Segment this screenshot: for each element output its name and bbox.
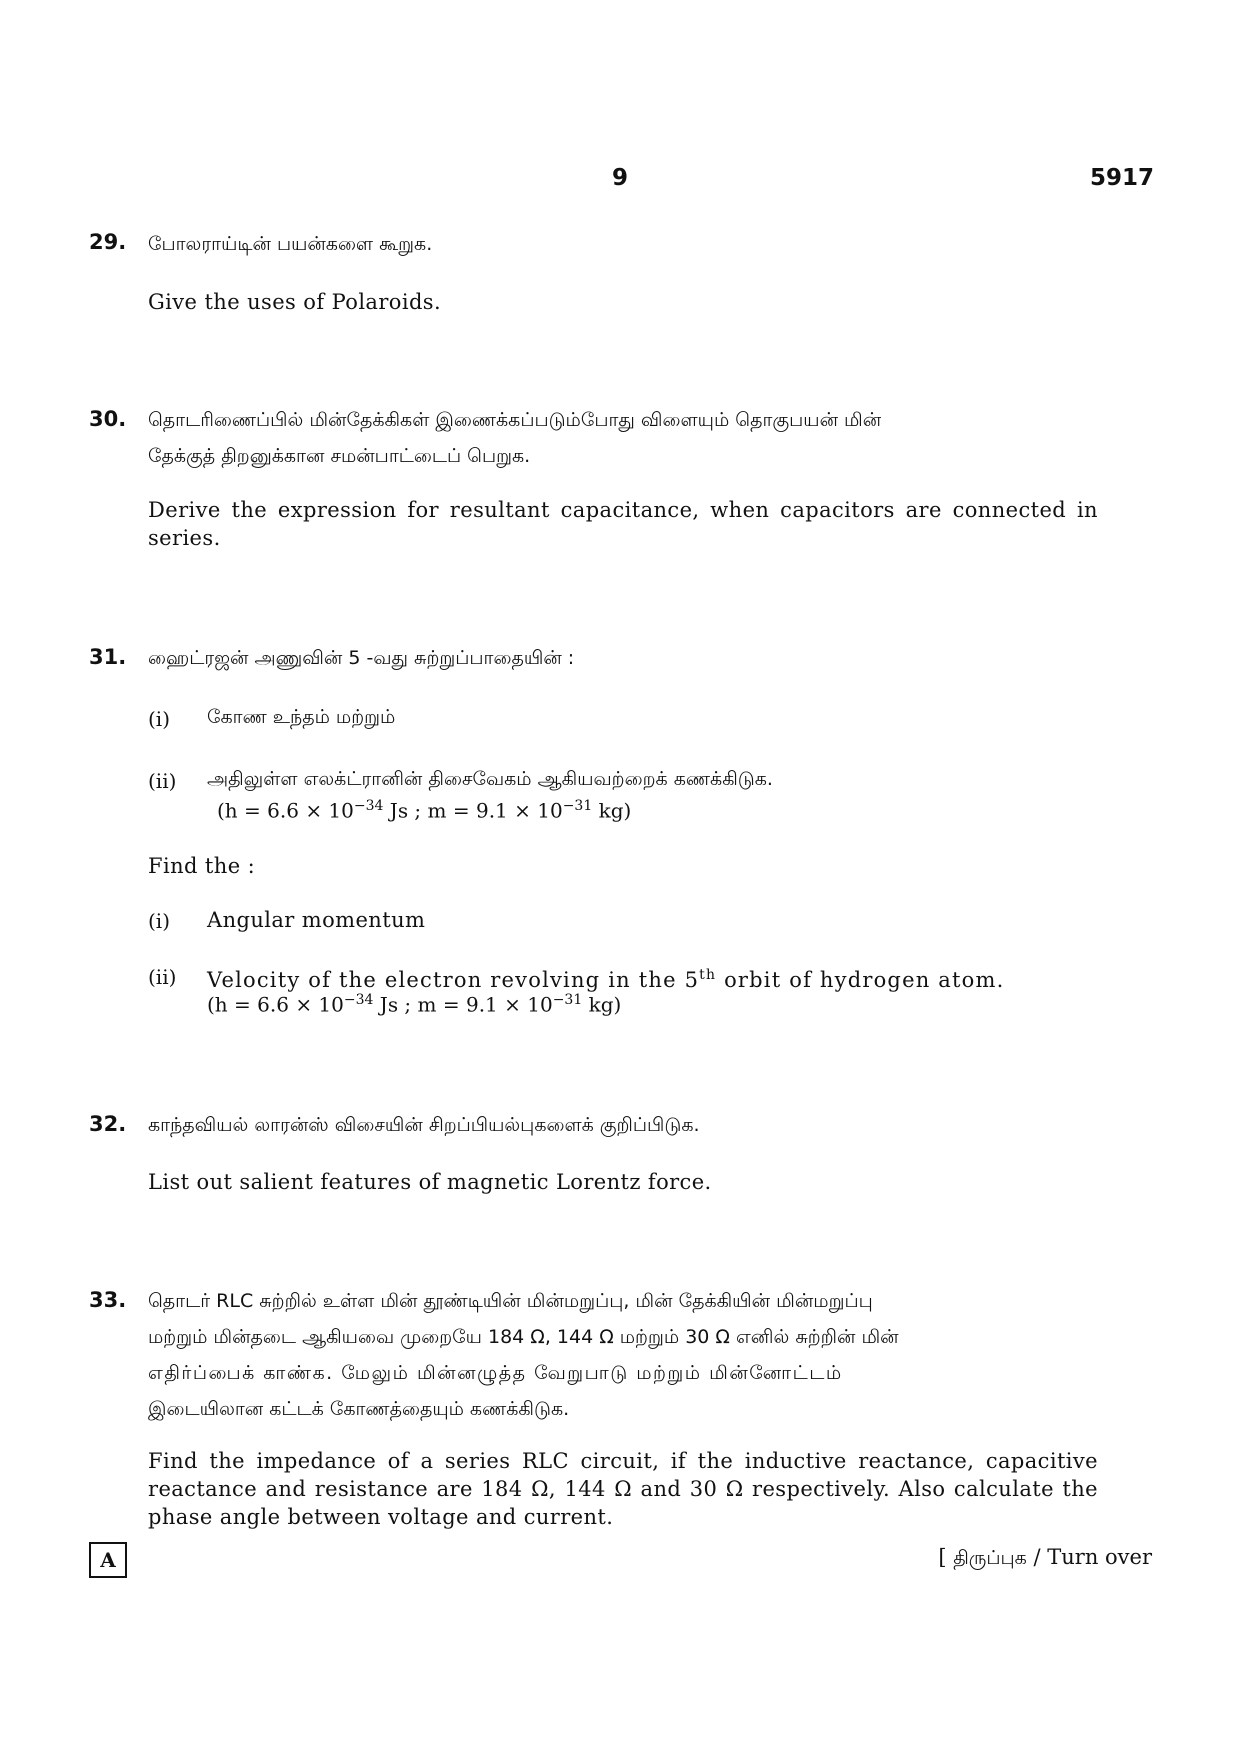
- question-tamil-line: தேக்குத் திறனுக்கான சமன்பாட்டைப் பெறுக.: [148, 445, 531, 467]
- question-tamil-text: காந்தவியல் லாரன்ஸ் விசையின் சிறப்பியல்புகளைக் குறிப்பிடுக.: [148, 1114, 700, 1136]
- question-english-text: List out salient features of magnetic Lorentz force.: [148, 1170, 712, 1194]
- question-tamil-line: தொடரிணைப்பில் மின்தேக்கிகள் இணைக்கப்படும்போது விளையும் தொகுபயன் மின்: [148, 409, 882, 431]
- question-tamil-line: இடையிலான கட்டக் கோணத்தையும் கணக்கிடுக.: [148, 1398, 570, 1420]
- turn-over-bracket: [: [938, 1545, 954, 1569]
- part-label: (ii): [148, 965, 177, 989]
- page-number: 9: [612, 165, 629, 191]
- ordinal-suffix: th: [699, 967, 717, 983]
- question-tamil-text: ஹைட்ரஜன் அணுவின் 5 -வது சுற்றுப்பாதையின் :: [148, 647, 575, 669]
- formula-suffix: kg): [582, 992, 622, 1017]
- formula-m-exponent: −31: [562, 798, 593, 814]
- question-tamil-line: எதிர்ப்பைக் காண்க. மேலும் மின்னழுத்த வேறுபாடு மற்றும் மின்னோட்டம்: [148, 1362, 843, 1384]
- question-number: 33.: [89, 1288, 127, 1312]
- part-english-text: Angular momentum: [207, 908, 426, 932]
- question-english-text: Find the impedance of a series RLC circuit, if the inductive reactance, capacitive reactance and resistance are 184 Ω, 144 Ω and 30 Ω respectively. Also calculate the phase angle between voltage and current.: [148, 1449, 1098, 1529]
- question-english-text: Give the uses of Polaroids.: [148, 290, 442, 314]
- part-english-before: Velocity of the electron revolving in the 5: [207, 968, 700, 992]
- formula-mid: Js ; m = 9.1 × 10: [373, 992, 553, 1017]
- formula-h-exponent: −34: [343, 992, 374, 1008]
- part-english-text: [207, 961, 1097, 994]
- constants-formula: [207, 992, 621, 1017]
- part-label: (i): [148, 707, 171, 731]
- question-tamil-line: மற்றும் மின்தடை ஆகியவை முறையே 184 Ω, 144 Ω மற்றும் 30 Ω எனில் சுற்றின் மின்: [148, 1326, 899, 1348]
- question-english-text: Derive the expression for resultant capacitance, when capacitors are connected in series.: [148, 498, 1098, 550]
- formula-m-exponent: −31: [552, 992, 583, 1008]
- question-number: 31.: [89, 645, 127, 669]
- question-tamil-text: போலராய்டின் பயன்களை கூறுக.: [148, 233, 433, 255]
- part-label: (i): [148, 909, 171, 933]
- version-box: A: [89, 1542, 127, 1578]
- turn-over-tamil: திருப்புக: [953, 1547, 1027, 1569]
- constants-formula: [217, 798, 631, 823]
- formula-h: (h = 6.6 × 10: [217, 798, 354, 823]
- part-tamil-text: அதிலுள்ள எலக்ட்ரானின் திசைவேகம் ஆகியவற்றைக் கணக்கிடுக.: [207, 768, 773, 790]
- paper-code: 5917: [1089, 165, 1154, 191]
- question-number: 32.: [89, 1112, 127, 1136]
- part-tamil-text: கோண உந்தம் மற்றும்: [207, 706, 396, 728]
- formula-mid: Js ; m = 9.1 × 10: [383, 798, 563, 823]
- turn-over-label: [938, 1545, 1152, 1572]
- part-english-after: orbit of hydrogen atom.: [716, 968, 1005, 992]
- question-number: 30.: [89, 407, 127, 431]
- part-label: (ii): [148, 769, 177, 793]
- turn-over-english: / Turn over: [1026, 1545, 1152, 1569]
- question-english-intro: Find the :: [148, 854, 256, 878]
- question-number: 29.: [89, 230, 127, 254]
- formula-h: (h = 6.6 × 10: [207, 992, 344, 1017]
- formula-suffix: kg): [592, 798, 632, 823]
- formula-h-exponent: −34: [353, 798, 384, 814]
- question-tamil-line: தொடர் RLC சுற்றில் உள்ள மின் தூண்டியின் மின்மறுப்பு, மின் தேக்கியின் மின்மறுப்பு: [148, 1290, 873, 1312]
